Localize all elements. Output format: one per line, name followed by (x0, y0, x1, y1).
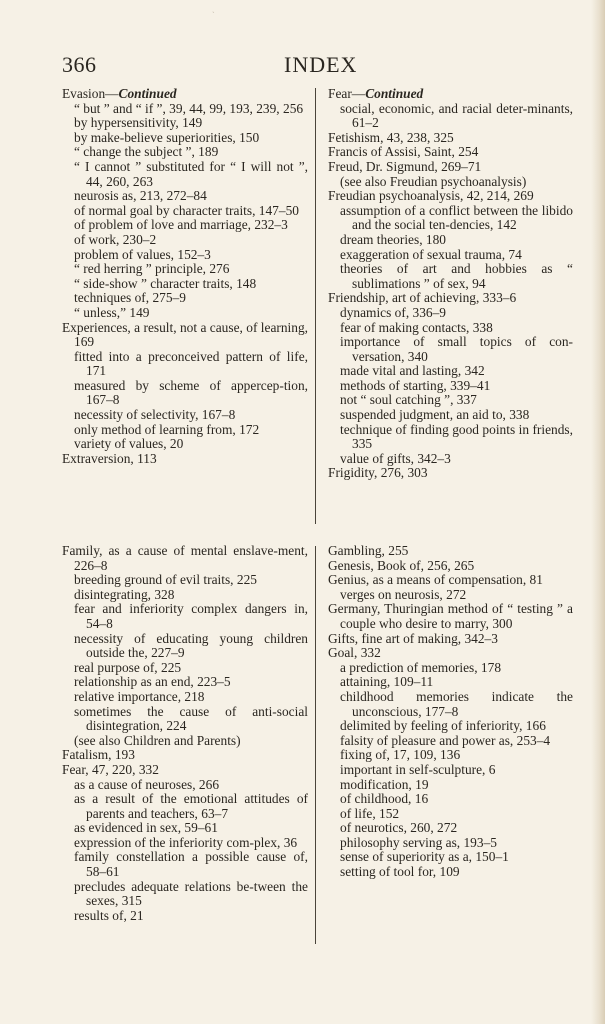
index-subentry: as a cause of neuroses, 266 (74, 776, 220, 792)
index-entry: Gifts, fine art of making, 342–3 (328, 630, 498, 646)
index-entry: Gambling, 255 (328, 543, 409, 558)
index-subentry: only method of learning from, 172 (74, 421, 260, 437)
index-entry: Freud, Dr. Sigmund, 269–71 (328, 158, 482, 174)
index-subentry: “ I cannot ” substituted for “ I will not ”, 44, 260, 263 (74, 158, 308, 189)
index-entry: Goal, 332 (328, 645, 381, 661)
index-subentry: (see also Freudian psychoanalysis) (340, 173, 527, 189)
index-subentry: modification, 19 (340, 776, 429, 792)
index-column-right-bottom (328, 544, 573, 880)
index-subentry: exaggeration of sexual trauma, 74 (340, 246, 522, 262)
index-column-left-top (62, 87, 308, 466)
index-entry: Freudian psychoanalysis, 42, 214, 269 (328, 188, 534, 204)
index-subentry: breeding ground of evil traits, 225 (74, 572, 257, 588)
index-column-right-top (328, 87, 573, 481)
index-entry: Fatalism, 193 (62, 747, 135, 763)
index-subentry: technique of finding good points in friends, 335 (340, 421, 573, 452)
index-subentry: measured by scheme of appercep-tion, 167–8 (74, 377, 308, 408)
column-divider-bottom (315, 546, 316, 944)
index-subentry: childhood memories indicate the unconscious, 177–8 (340, 688, 573, 719)
index-subentry: by make-believe superiorities, 150 (74, 129, 260, 145)
index-subentry: “ red herring ” principle, 276 (74, 261, 230, 277)
index-subentry: delimited by feeling of inferiority, 166 (340, 718, 546, 734)
continued-label: Continued (118, 86, 177, 101)
index-subentry: dream theories, 180 (340, 231, 446, 247)
index-subentry: made vital and lasting, 342 (340, 363, 485, 379)
index-subentry: disintegrating, 328 (74, 586, 175, 602)
index-subentry: results of, 21 (74, 907, 144, 923)
index-subentry: neurosis as, 213, 272–84 (74, 188, 207, 204)
index-subentry: variety of values, 20 (74, 436, 184, 452)
index-subentry: by hypersensitivity, 149 (74, 115, 203, 131)
index-subentry: value of gifts, 342–3 (340, 450, 451, 466)
index-entry: Extraversion, 113 (62, 450, 157, 466)
index-subentry: importance of small topics of con-versation, 340 (340, 334, 573, 364)
index-subentry: expression of the inferiority com-plex, 36 (74, 834, 298, 850)
index-subentry: real purpose of, 225 (74, 659, 182, 675)
index-entry: Genesis, Book of, 256, 265 (328, 557, 475, 573)
index-subentry: “ change the subject ”, 189 (74, 144, 219, 160)
index-heading-term: Fear— (328, 86, 366, 101)
index-subentry: as a result of the emotional attitudes of parents and teachers, 63–7 (74, 791, 308, 821)
index-heading-term: Evasion— (62, 86, 119, 101)
index-subentry: methods of starting, 339–41 (340, 377, 491, 393)
index-subentry: of normal goal by character traits, 147–50 (74, 202, 299, 218)
page-number: 366 (62, 52, 97, 77)
index-subentry: problem of values, 152–3 (74, 246, 211, 262)
index-subentry: social, economic, and racial deter-minants, 61–2 (340, 100, 573, 131)
index-subentry: sometimes the cause of anti-social disintegration, 224 (74, 703, 308, 734)
index-subentry: (see also Children and Parents) (74, 732, 241, 748)
index-subentry: sense of superiority as a, 150–1 (340, 849, 509, 865)
index-subentry: necessity of selectivity, 167–8 (74, 407, 236, 423)
index-subentry: falsity of pleasure and power as, 253–4 (340, 732, 551, 748)
index-subentry: “ but ” and “ if ”, 39, 44, 99, 193, 239, 256 (74, 100, 304, 116)
index-subentry: necessity of educating young children outside the, 227–9 (74, 630, 308, 661)
index-subentry: not “ soul catching ”, 337 (340, 392, 477, 408)
index-entry: Fear, 47, 220, 332 (62, 761, 159, 777)
index-subentry: family constellation a possible cause of, 58–61 (74, 849, 308, 880)
continued-label: Continued (365, 86, 424, 101)
index-column-left-bottom (62, 544, 308, 923)
ink-mark: ˎ (212, 4, 215, 13)
index-continued-heading (62, 87, 308, 102)
index-subentry: “ unless,” 149 (74, 304, 150, 320)
index-subentry: of childhood, 16 (340, 791, 429, 807)
index-subentry: important in self-sculpture, 6 (340, 761, 496, 777)
index-entry: Fetishism, 43, 238, 325 (328, 129, 454, 145)
index-subentry: relationship as an end, 223–5 (74, 674, 231, 690)
index-entry: Friendship, art of achieving, 333–6 (328, 290, 517, 306)
index-subentry: suspended judgment, an aid to, 338 (340, 407, 530, 423)
column-divider-top (315, 88, 316, 524)
index-subentry: relative importance, 218 (74, 688, 205, 704)
index-subentry: of problem of love and marriage, 232–3 (74, 217, 288, 233)
index-subentry: setting of tool for, 109 (340, 864, 460, 880)
index-subentry: attaining, 109–11 (340, 674, 434, 690)
index-subentry: “ side-show ” character traits, 148 (74, 275, 257, 291)
index-subentry: verges on neurosis, 272 (340, 586, 467, 602)
index-subentry: assumption of a conflict between the libido and the social ten-dencies, 142 (340, 202, 573, 233)
index-subentry: fixing of, 17, 109, 136 (340, 747, 461, 763)
index-subentry: dynamics of, 336–9 (340, 304, 446, 320)
index-entry: Experiences, a result, not a cause, of learning, 169 (62, 319, 308, 350)
running-head: INDEX (284, 52, 358, 77)
index-entry: Frigidity, 276, 303 (328, 465, 428, 481)
index-entry: Family, as a cause of mental enslave-ment, 226–8 (62, 543, 308, 573)
index-entry: Francis of Assisi, Saint, 254 (328, 144, 479, 160)
index-subentry: of life, 152 (340, 805, 400, 821)
index-entry: Genius, as a means of compensation, 81 (328, 572, 543, 588)
index-subentry: of work, 230–2 (74, 231, 157, 247)
index-continued-heading (328, 87, 573, 102)
index-subentry: fear of making contacts, 338 (340, 319, 493, 335)
index-subentry: philosophy serving as, 193–5 (340, 834, 497, 850)
index-subentry: techniques of, 275–9 (74, 290, 186, 306)
index-subentry: a prediction of memories, 178 (340, 659, 502, 675)
page-edge-shadow (591, 0, 605, 1024)
page-header (0, 52, 605, 82)
index-entry: Germany, Thuringian method of “ testing ” a couple who desire to marry, 300 (328, 601, 573, 631)
index-subentry: theories of art and hobbies as “ sublimations ” of sex, 94 (340, 261, 573, 291)
index-subentry: precludes adequate relations be-tween the sexes, 315 (74, 878, 308, 909)
index-subentry: fitted into a preconceived pattern of life, 171 (74, 348, 308, 379)
index-subentry: fear and inferiority complex dangers in, 54–8 (74, 601, 308, 631)
index-subentry: of neurotics, 260, 272 (340, 820, 458, 836)
index-subentry: as evidenced in sex, 59–61 (74, 820, 218, 836)
